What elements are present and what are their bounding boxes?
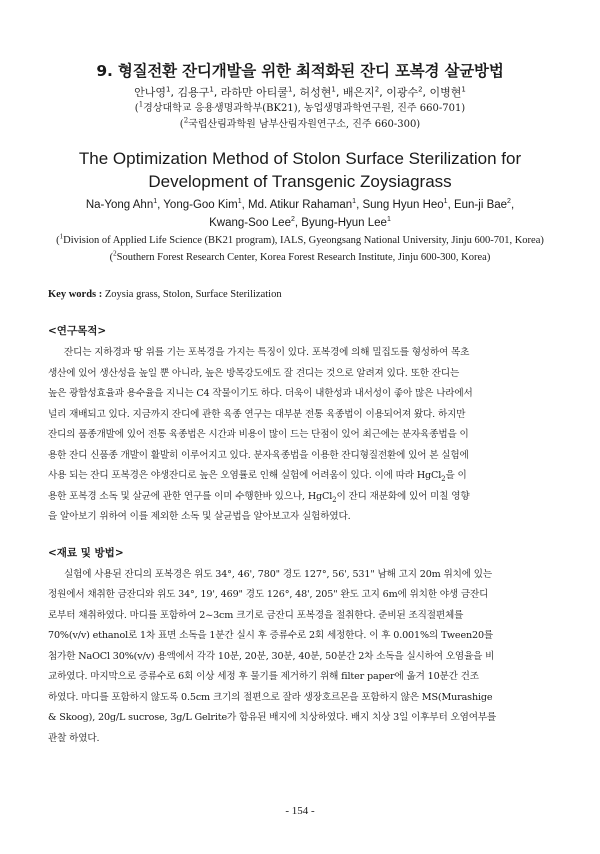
korean-authors [48,84,552,101]
affiliation-mark: 1 [165,85,171,94]
text-line: 관찰 하였다. [48,732,100,744]
english-affiliation-1: ($^1$Division of Applied Life Science (BK21 program), IALS, Gyeongsang National University, Jinju 600-701, Korea) [56,232,544,246]
text-line: 교하였다. 마지막으로 증류수로 6회 이상 세정 후 물기를 제거하기 위해 filter paper에 옮겨 10분간 건조 [48,671,479,682]
affiliation-text: Division of Applied Life Science (BK21 program), IALS, Gyeongsang National University, Jinju 600-701, Korea) [63,235,544,246]
english-authors-line [48,214,552,232]
text-line: 실험에 사용된 잔디의 포복경은 위도 34°, 46', 780" 경도 127°, 56', 531" 남해 고지 20m 위치에 있는 [64,568,493,580]
subscript: 2 [441,474,446,483]
text-line: 로부터 채취하였다. 마디를 포함하여 2~3cm 크기로 금잔디 포복경을 절취한다. 준비된 조직절편체를 [48,609,464,621]
section-body-purpose [48,343,552,528]
author-name: , 라하만 아티쿨 [213,86,289,99]
section-heading-purpose: <연구목적> [48,325,107,337]
author-separator: , [510,199,515,211]
author-name: , Yong-Goo Kim [157,199,238,211]
affiliation-text: 경상대학교 응용생명과학부(BK21), 농업생명과학연구원, 진주 660-701) [143,103,466,114]
text-fragment: 사용 되는 잔디 포복경은 야생잔디로 높은 오염률로 인해 실험에 어려움이 있다. 이에 따라 HgCl [48,470,442,481]
affiliation-mark: 2 [113,249,117,258]
affiliation-mark: 1 [237,198,242,206]
affiliation-text: Southern Forest Research Center, Korea Forest Research Institute, Jinju 600-300, Korea) [116,252,491,263]
author-name: Kwang-Soo Lee [209,217,291,229]
english-title-line: The Optimization Method of Stolon Surface Sterilization for [78,149,522,168]
text-line: & Skoog), 20g/L sucrose, 3g/L Gelrite가 함유된 배지에 치상하였다. 배지 치상 3일 이후부터 오염여부를 [48,712,497,723]
english-authors [48,196,552,232]
keywords-value: Zoysia grass, Stolon, Surface Sterilization [104,289,282,300]
affiliation-mark: 2 [374,85,380,94]
text-line: 정원에서 채취한 금잔디와 위도 34°, 19', 469" 경도 126°, 48', 205" 완도 고지 6m에 위치한 야생 금잔디 [48,589,489,600]
section-body-methods [48,565,552,750]
author-name: , Md. Atikur Rahaman [241,199,353,211]
affiliation-mark: 1 [209,85,214,94]
text-line [48,466,552,487]
affiliation-mark: 1 [138,100,144,109]
text-fragment: 을 이 [445,470,467,481]
text-line: 생산에 있어 생산성을 높일 뿐 아니라, 높은 방목강도에도 잘 견디는 것으로 알려져 있다. 또한 잔디는 [48,367,460,379]
affiliation-mark: 1 [288,85,293,94]
text-line: 첨가한 NaOCl 30%(v/v) 용액에서 각각 10분, 20분, 30분, 40분, 50분간 2차 소독을 실시하여 오염율을 비 [48,650,495,662]
author-name: , 허성현 [292,86,332,99]
text-line: 을 알아보기 위하여 이를 제외한 소독 및 살균법을 알아보고자 실험하였다. [48,511,351,522]
english-title [48,147,552,193]
affiliation-mark: 1 [331,85,336,94]
author-name: , 이광수 [379,86,419,99]
author-name: 안나영 [134,86,166,99]
korean-affiliation-1: ($^1$경상대학교 응용생명과학부(BK21), 농업생명과학연구원, 진주 660-701) [134,100,466,114]
korean-affiliation-2: ($^2$국립산림과학원 남부산림자원연구소, 진주 660-300) [179,116,421,130]
affiliation-mark: 2 [290,216,295,224]
author-name: , Sung Hyun Heo [356,199,444,211]
english-title-line: Development of Transgenic Zoysiagrass [148,172,452,191]
affiliation-mark: 1 [352,198,357,206]
affiliation-text: 국립산림과학원 남부산림자원연구소, 진주 660-300) [188,119,421,130]
affiliation-mark: 1 [386,216,391,224]
page-number: - 154 - [285,805,315,817]
subscript: 2 [332,495,337,504]
text-fragment: 이 잔디 재분화에 있어 미칠 영향 [336,490,470,502]
author-name: , 김용구 [170,86,210,99]
author-name: Na-Yong Ahn [85,199,154,211]
english-authors-line [48,196,552,214]
affiliation-mark: 1 [443,198,448,206]
keywords-label: Key words : [48,289,103,300]
text-line: 잔디의 품종개발에 있어 전통 육종법은 시간과 비용이 많이 드는 단점이 있어 최근에는 분자육종법을 이 [48,429,469,440]
keywords [48,287,552,303]
affiliation-mark: 1 [461,85,466,94]
author-name: , 이병현 [422,86,462,99]
text-line: 널리 재배되고 있다. 지금까지 잔디에 관한 육종 연구는 대부분 전통 육종법이 이용되어져 왔다. 하지만 [48,408,466,420]
affiliation-mark: 2 [418,85,423,94]
korean-title: 9. 형질전환 잔디개발을 위한 최적화된 잔디 포복경 살균방법 [96,62,504,80]
text-line: 하였다. 마디를 포함하지 않도록 0.5cm 크기의 절편으로 잘라 생장호르몬을 포함하지 않은 MS(Murashige [48,691,493,703]
author-name: , Byung-Hyun Lee [294,217,387,229]
section-heading-methods: <재료 및 방법> [48,546,124,559]
affiliation-mark: 1 [153,198,158,206]
english-affiliation-2: ($^2$Southern Forest Research Center, Korea Forest Research Institute, Jinju 600-300, Korea) [109,249,491,263]
text-fragment: 용한 포복경 소독 및 살균에 관한 연구를 이미 수행한바 있으나, HgCl [48,490,333,502]
text-line: 잔디는 지하경과 땅 위를 기는 포복경을 가지는 특징이 있다. 포복경에 의해 밀집도를 형성하여 목초 [64,347,470,358]
text-line: 70%(v/v) ethanol로 1차 표면 소독을 1분간 실시 후 증류수로 2회 세정한다. 이 후 0.001%의 Tween20를 [48,630,494,641]
affiliation-mark: 2 [183,116,189,125]
author-name: , Eun-ji Bae [447,199,508,211]
author-name: , 배은지 [335,86,375,99]
text-line: 높은 광합성효율과 용수율을 지니는 C4 작물이기도 하다. 더욱이 내한성과 내서성이 좋아 많은 나라에서 [48,388,473,399]
text-line: 용한 잔디 신품종 개발이 활발히 이루어지고 있다. 분자육종법을 이용한 잔디형질전환에 있어 본 실험에 [48,449,469,461]
affiliation-mark: 2 [507,198,511,206]
text-line [48,487,552,508]
affiliation-mark: 1 [59,232,64,241]
